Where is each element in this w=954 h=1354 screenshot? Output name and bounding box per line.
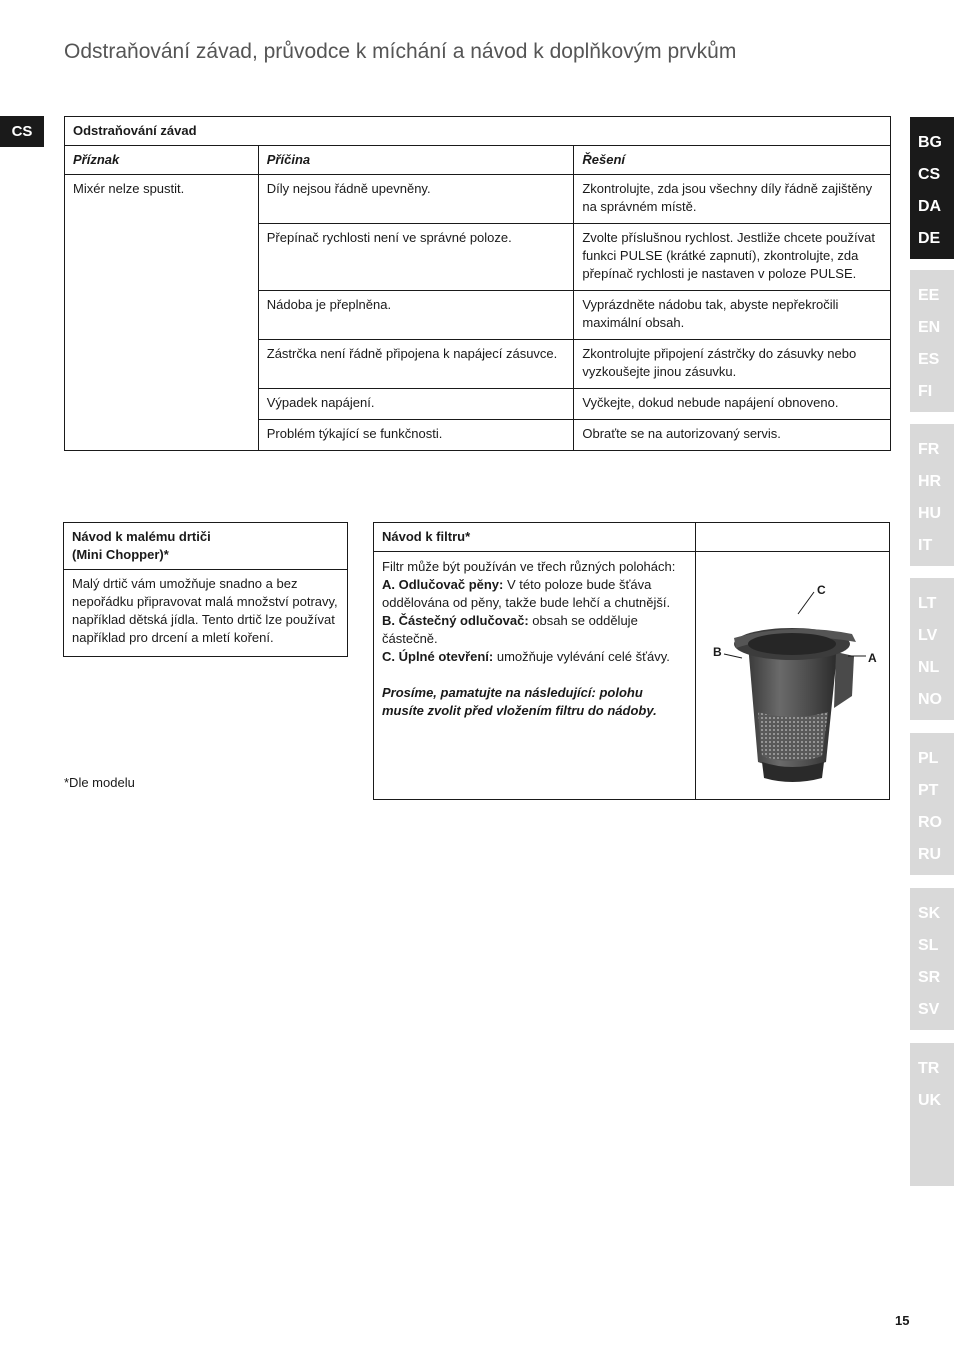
symptom-cell: Mixér nelze spustit.: [65, 175, 259, 451]
current-language-badge: CS: [0, 116, 44, 147]
lang-tab-it[interactable]: IT: [918, 537, 933, 554]
label-c: C: [817, 583, 826, 597]
page-title: Odstraňování závad, průvodce k míchání a návod k doplňkovým prvkům: [64, 40, 737, 63]
lang-tab-da[interactable]: DA: [918, 198, 942, 215]
lang-tab-sl[interactable]: SL: [918, 937, 939, 954]
page-number: 15: [895, 1313, 910, 1328]
cause-cell: Díly nejsou řádně upevněny.: [258, 175, 574, 224]
lang-tab-ee[interactable]: EE: [918, 287, 940, 304]
language-group-3: [910, 424, 954, 566]
troubleshooting-title: Odstraňování závad: [65, 117, 891, 146]
lang-tab-ru[interactable]: RU: [918, 846, 942, 863]
mini-chopper-title-line1: Návod k malému drtiči: [72, 529, 211, 544]
table-row: [65, 175, 891, 224]
lang-tab-lv[interactable]: LV: [918, 627, 938, 644]
lang-tab-cs[interactable]: CS: [918, 166, 941, 183]
lang-tab-hr[interactable]: HR: [918, 473, 942, 490]
filter-note: Prosíme, pamatujte na následující: polohu musíte zvolit před vložením filtru do nádoby.: [382, 685, 657, 718]
filter-position-b: B. Částečný odlučovač: obsah se odděluje částečně.: [382, 613, 638, 646]
lang-tab-lt[interactable]: LT: [918, 595, 937, 612]
lang-tab-hu[interactable]: HU: [918, 505, 942, 522]
lang-tab-sr[interactable]: SR: [918, 969, 941, 986]
label-b: B: [713, 645, 722, 659]
cause-cell: Výpadek napájení.: [258, 389, 574, 420]
solution-cell: Zkontrolujte připojení zástrčky do zásuvky nebo vyzkoušejte jinou zásuvku.: [574, 340, 891, 389]
filter-instructions: [374, 552, 696, 800]
lang-tab-de[interactable]: DE: [918, 230, 941, 247]
filter-mesh-shape: [758, 712, 828, 761]
language-group-4: [910, 578, 954, 720]
lang-tab-no[interactable]: NO: [918, 691, 942, 708]
lang-tab-sv[interactable]: SV: [918, 1001, 940, 1018]
column-header-solution: Řešení: [574, 146, 891, 175]
mini-chopper-table: [63, 522, 348, 657]
solution-cell: Vyčkejte, dokud nebude napájení obnoveno.: [574, 389, 891, 420]
solution-cell: Vyprázdněte nádobu tak, abyste nepřekročili maximální obsah.: [574, 291, 891, 340]
solution-cell: Zvolte příslušnou rychlost. Jestliže chcete používat funkci PULSE (krátké zapnutí), zkontrolujte, zda přepínač rychlosti je nastaven v poloze PULSE.: [574, 224, 891, 291]
mini-chopper-body: Malý drtič vám umožňuje snadno a bez nepořádku připravovat malá množství potravy, například dětská jídla. Tento drtič lze používat například pro drcení a mletí koření.: [64, 570, 348, 657]
column-header-symptom: Příznak: [65, 146, 259, 175]
filter-table: [373, 522, 890, 800]
language-group-5: [910, 733, 954, 875]
filter-position-c: C. Úplné otevření: umožňuje vylévání celé šťávy.: [382, 649, 670, 664]
filter-illustration: [696, 552, 888, 794]
language-group-7: [910, 1043, 954, 1186]
filter-image-cell: [696, 552, 890, 800]
lang-tab-fi[interactable]: FI: [918, 383, 933, 400]
lang-tab-sk[interactable]: SK: [918, 905, 941, 922]
lang-tab-uk[interactable]: UK: [918, 1092, 942, 1109]
lang-tab-bg[interactable]: BG: [918, 134, 942, 151]
lang-tab-pl[interactable]: PL: [918, 750, 939, 767]
leader-line-c: [798, 592, 814, 614]
lang-tab-nl[interactable]: NL: [918, 659, 940, 676]
label-a: A: [868, 651, 877, 665]
lang-tab-ro[interactable]: RO: [918, 814, 942, 831]
solution-cell: Obraťte se na autorizovaný servis.: [574, 420, 891, 451]
filter-title-empty-cell: [696, 523, 890, 552]
lang-tab-pt[interactable]: PT: [918, 782, 939, 799]
troubleshooting-table: [64, 116, 891, 451]
language-group-2: [910, 270, 954, 412]
filter-position-a: A. Odlučovač pěny: V této poloze bude šťáva oddělována od pěny, takže bude lehčí a chutnější.: [382, 577, 671, 610]
column-header-cause: Příčina: [258, 146, 574, 175]
cause-cell: Nádoba je přeplněna.: [258, 291, 574, 340]
cause-cell: Přepínač rychlosti není ve správné poloze.: [258, 224, 574, 291]
cause-cell: Problém týkající se funkčnosti.: [258, 420, 574, 451]
language-group-6: [910, 888, 954, 1030]
lang-tab-es[interactable]: ES: [918, 351, 940, 368]
filter-intro: Filtr může být používán ve třech různých polohách:: [382, 559, 676, 574]
filter-lip-shape: [834, 652, 854, 708]
lang-tab-fr[interactable]: FR: [918, 441, 940, 458]
lang-tab-en[interactable]: EN: [918, 319, 941, 336]
mini-chopper-title: [64, 523, 348, 570]
lang-tab-tr[interactable]: TR: [918, 1060, 940, 1077]
solution-cell: Zkontrolujte, zda jsou všechny díly řádně zajištěny na správném místě.: [574, 175, 891, 224]
leader-line-b: [724, 654, 742, 658]
language-group-1: [910, 117, 954, 259]
filter-opening-shape: [748, 633, 836, 655]
mini-chopper-title-line2: (Mini Chopper)*: [72, 547, 169, 562]
filter-title: Návod k filtru*: [374, 523, 696, 552]
cause-cell: Zástrčka není řádně připojena k napájecí zásuvce.: [258, 340, 574, 389]
footnote: *Dle modelu: [64, 775, 135, 790]
